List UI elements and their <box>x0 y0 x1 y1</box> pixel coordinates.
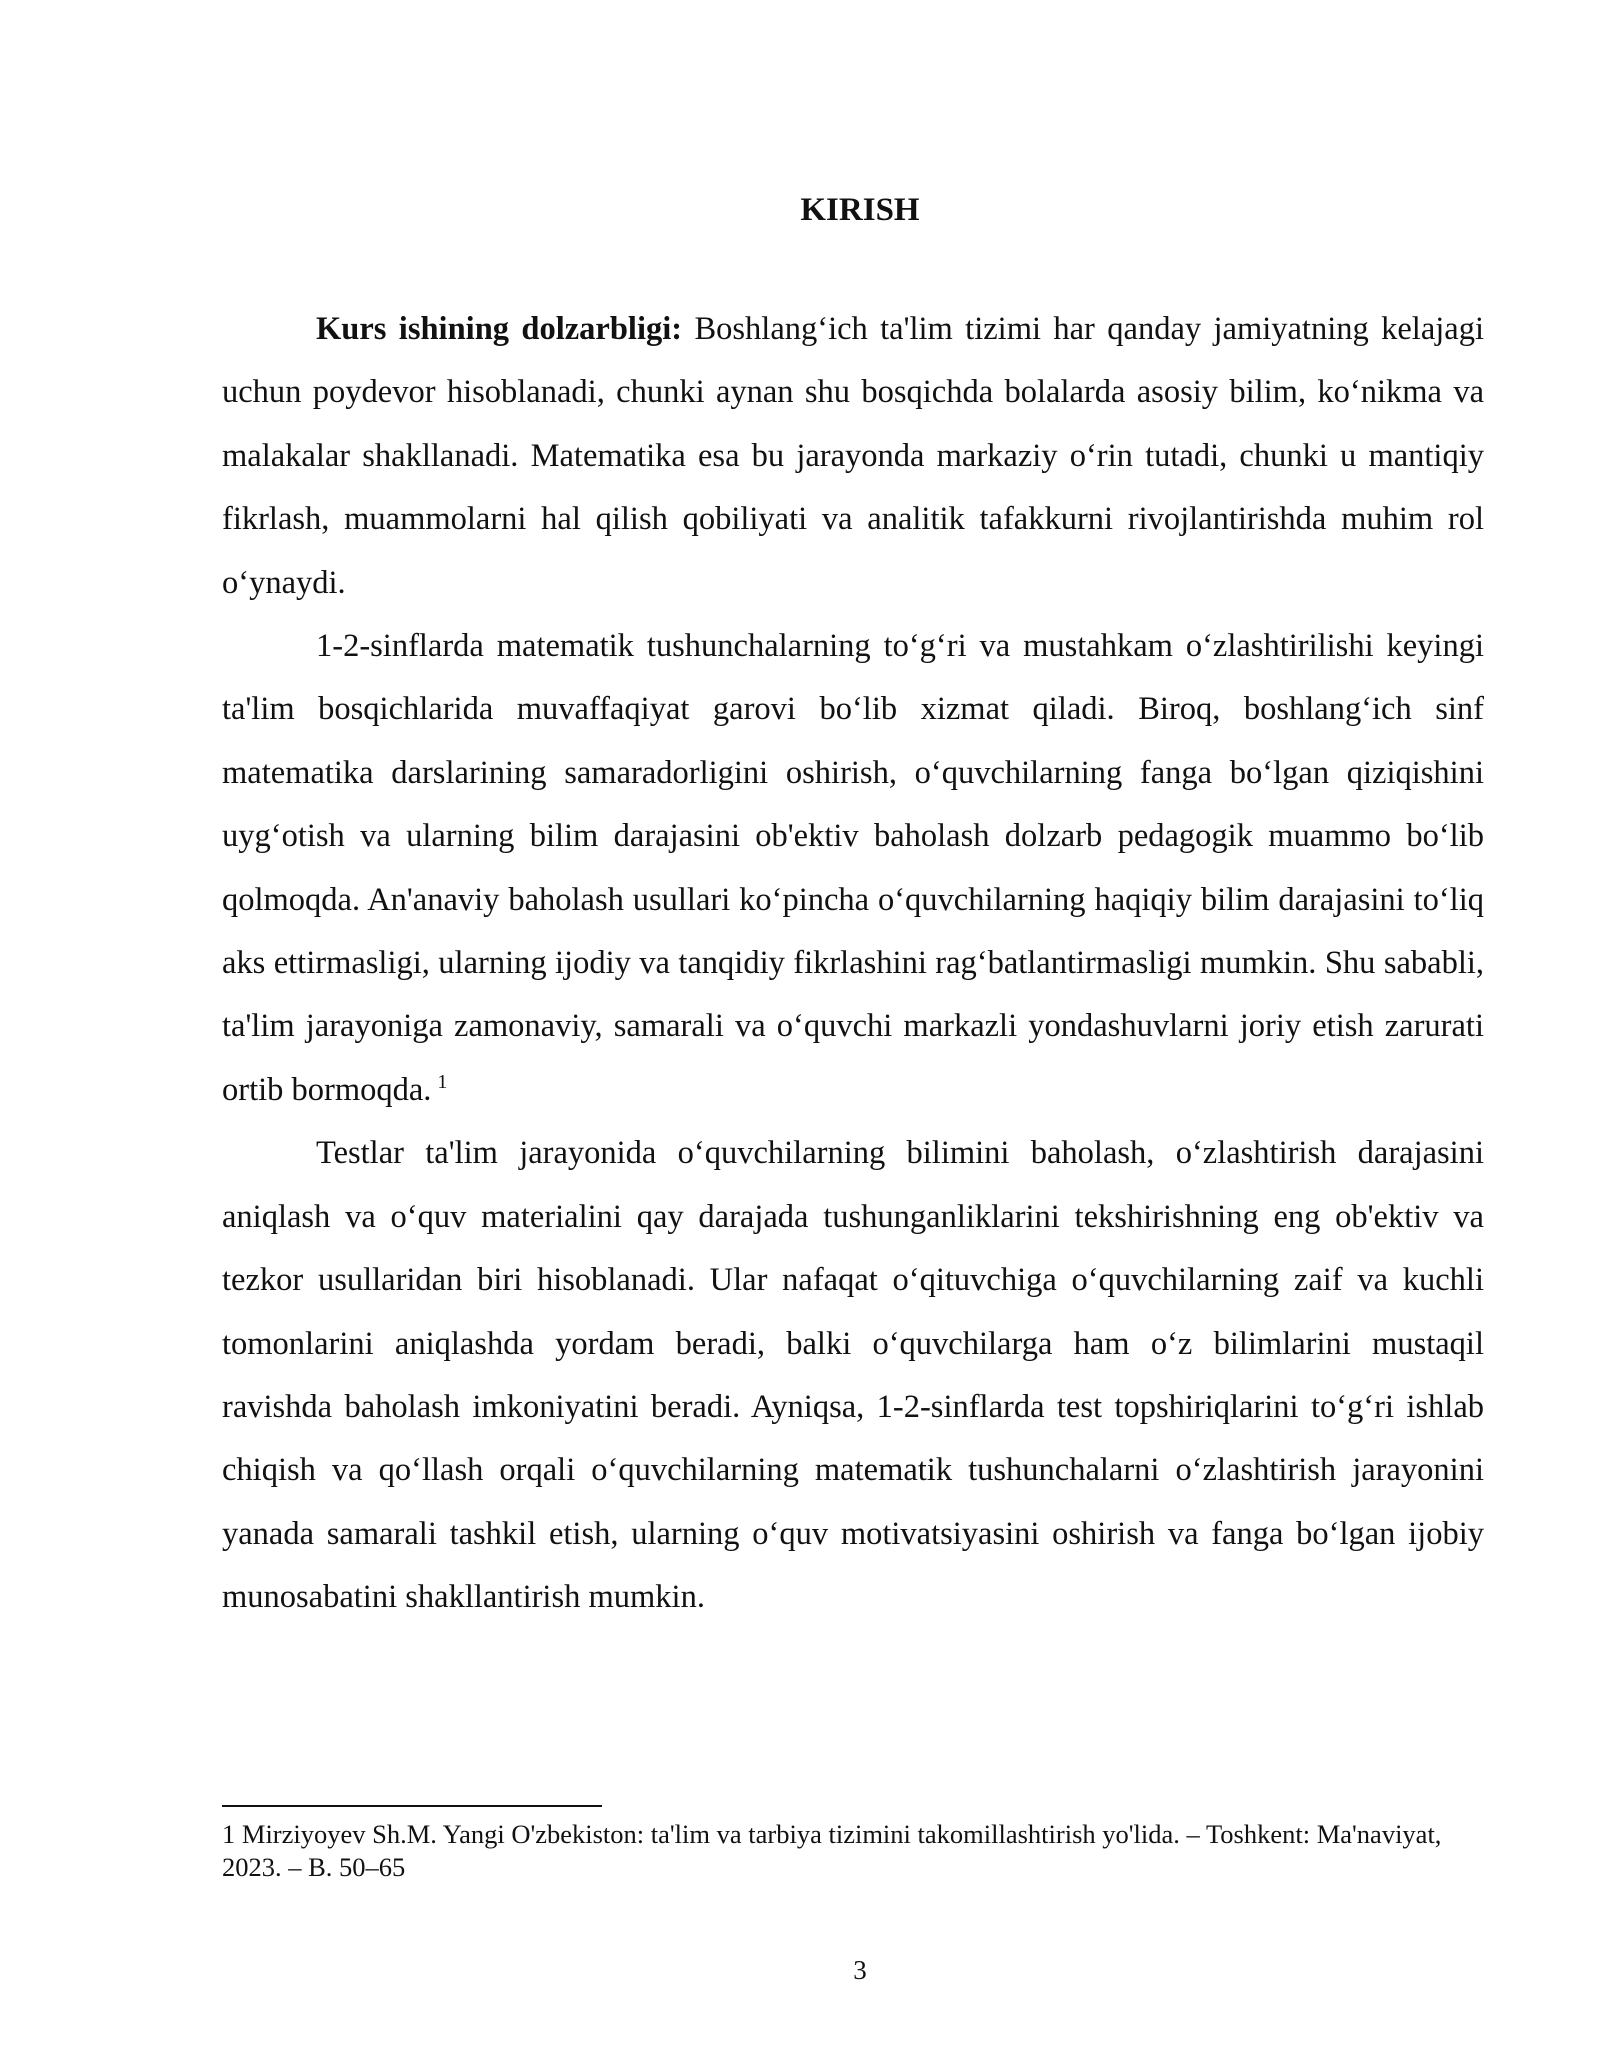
paragraph-grades <box>222 615 1484 1122</box>
section-heading: KIRISH <box>800 192 920 228</box>
paragraph-lead: Kurs ishining dolzarbligi: <box>316 311 683 347</box>
body-text <box>222 298 1484 1630</box>
footnote-separator <box>222 1805 602 1807</box>
footnote: 1 Mirziyoyev Sh.M. Yangi O'zbekiston: ta'lim va tarbiya tizimini takomillashtirish yo'lida. – Toshkent: Ma'naviyat, 2023. – B. 50–65 <box>222 1819 1442 1882</box>
paragraph-relevance <box>222 298 1484 615</box>
page-number: 3 <box>853 1955 867 1985</box>
paragraph-text: 1-2-sinflarda matematik tushunchalarning to‘g‘ri va mustahkam o‘zlashtirilishi keyingi ta'lim bosqichlarida muvaffaqiyat garovi bo‘lib xizmat qiladi. Biroq, boshlang‘ich sinf matematika darslarining samaradorligini oshirish, o‘quvchilarning fanga bo‘lgan qiziqishini uyg‘otish va ularning bilim darajasini ob'ektiv baholash dolzarb pedagogik muammo bo‘lib qolmoqda. An'anaviy baholash usullari ko‘pincha o‘quvchilarning haqiqiy bilim darajasini to‘liq aks ettirmasligi, ularning ijodiy va tanqidiy fikrlashini rag‘batlantirmasligi mumkin. Shu sababli, ta'lim jarayoniga zamonaviy, samarali va o‘quvchi markazli yondashuvlarni joriy etish zarurati ortib bormoqda. <box>222 628 1484 1108</box>
paragraph-text: Testlar ta'lim jarayonida o‘quvchilarning bilimini baholash, o‘zlashtirish darajasini aniqlash va o‘quv materialini qay darajada tushunganliklarini tekshirishning eng ob'ektiv va tezkor usullaridan biri hisoblanadi. Ular nafaqat o‘qituvchiga o‘quvchilarning zaif va kuchli tomonlarini aniqlashda yordam beradi, balki o‘quvchilarga ham o‘z bilimlarini mustaqil ravishda baholash imkoniyatini beradi. Ayniqsa, 1-2-sinflarda test topshiriqlarini to‘g‘ri ishlab chiqish va qo‘llash orqali o‘quvchilarning matematik tushunchalarni o‘zlashtirish jarayonini yanada samarali tashkil etish, ularning o‘quv motivatsiyasini oshirish va fanga bo‘lgan ijobiy munosabatini shakllantirish mumkin. <box>222 1135 1484 1616</box>
paragraph-text: Boshlang‘ich ta'lim tizimi har qanday jamiyatning kelajagi uchun poydevor hisoblanadi, chunki aynan shu bosqichda bolalarda asosiy bilim, ko‘nikma va malakalar shakllanadi. Matematika esa bu jarayonda markaziy o‘rin tutadi, chunki u mantiqiy fikrlash, muammolarni hal qilish qobiliyati va analitik tafakkurni rivojlantirishda muhim rol o‘ynaydi. <box>222 311 1484 601</box>
paragraph-tests <box>222 1122 1484 1629</box>
footnote-reference[interactable]: 1 <box>437 1071 448 1094</box>
